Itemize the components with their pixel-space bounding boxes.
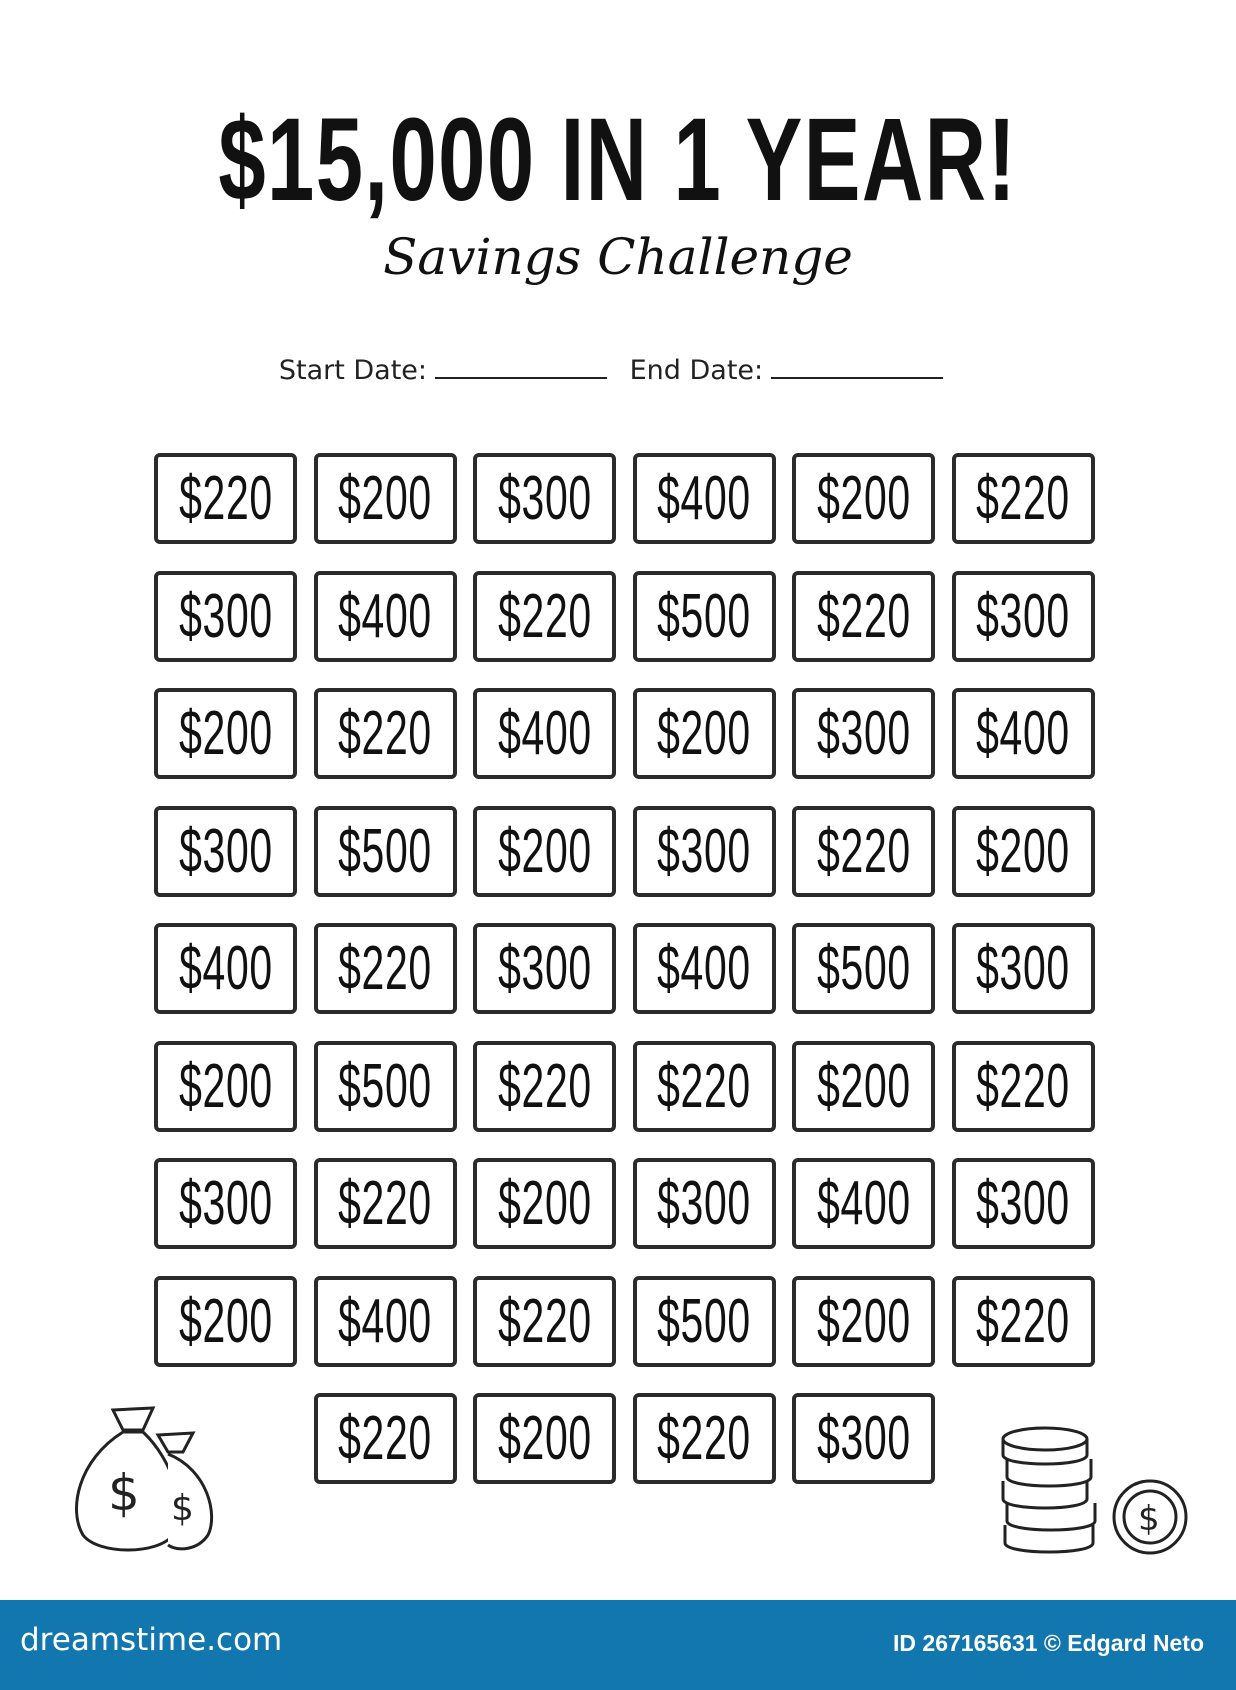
savings-box[interactable] [154, 1276, 297, 1367]
savings-box[interactable] [952, 1041, 1095, 1132]
end-date-label: End Date: [629, 355, 764, 386]
savings-amount: $200 [178, 1286, 273, 1356]
savings-amount: $500 [816, 934, 911, 1003]
svg-text:$: $ [108, 1464, 140, 1522]
savings-box[interactable] [952, 806, 1095, 897]
savings-amount: $400 [657, 934, 751, 1003]
savings-amount: $220 [497, 1051, 592, 1121]
date-fields [0, 355, 1236, 386]
start-date-label: Start Date: [278, 355, 428, 386]
savings-amount: $220 [657, 1404, 751, 1473]
savings-box[interactable] [314, 1158, 457, 1249]
savings-amount: $400 [338, 1286, 432, 1356]
savings-box[interactable] [633, 923, 776, 1014]
savings-amount: $300 [976, 581, 1070, 651]
savings-amount: $220 [178, 464, 273, 533]
savings-box[interactable] [792, 1158, 935, 1249]
savings-box[interactable] [473, 571, 616, 662]
savings-amount: $300 [178, 816, 273, 886]
savings-box[interactable] [154, 1158, 297, 1249]
savings-amount: $220 [976, 1051, 1070, 1121]
savings-amount: $300 [657, 1169, 751, 1238]
savings-box[interactable] [633, 806, 776, 897]
savings-amount: $500 [338, 1051, 432, 1121]
savings-box[interactable] [154, 806, 297, 897]
money-bags-icon [68, 1390, 228, 1560]
footer-logo[interactable]: dreamstime.com [20, 1622, 283, 1658]
savings-box[interactable] [473, 1393, 616, 1484]
savings-box[interactable] [154, 571, 297, 662]
savings-amount: $300 [657, 816, 751, 886]
savings-box[interactable] [633, 571, 776, 662]
savings-box[interactable] [473, 1041, 616, 1132]
savings-box[interactable] [314, 1041, 457, 1132]
savings-amount: $200 [816, 464, 911, 533]
savings-amount: $500 [657, 1286, 751, 1356]
savings-amount: $400 [976, 699, 1070, 768]
savings-amount: $220 [338, 1169, 432, 1238]
savings-box[interactable] [633, 1158, 776, 1249]
start-date-blank[interactable] [435, 355, 607, 379]
savings-box[interactable] [154, 1041, 297, 1132]
savings-box[interactable] [314, 1276, 457, 1367]
savings-amount: $300 [976, 1169, 1070, 1238]
savings-box[interactable] [154, 688, 297, 779]
savings-amount: $220 [338, 699, 432, 768]
end-date-blank[interactable] [771, 355, 943, 379]
savings-amount: $300 [178, 581, 273, 651]
savings-amount: $220 [497, 1286, 592, 1356]
savings-amount: $220 [816, 816, 911, 886]
savings-box[interactable] [314, 806, 457, 897]
savings-amount: $200 [657, 699, 751, 768]
savings-box[interactable] [473, 453, 616, 544]
savings-box[interactable] [473, 1276, 616, 1367]
savings-amount: $400 [178, 934, 273, 1003]
savings-box[interactable] [952, 1276, 1095, 1367]
savings-amount: $200 [178, 1051, 273, 1121]
savings-box[interactable] [314, 923, 457, 1014]
svg-text:$: $ [171, 1488, 194, 1529]
savings-box[interactable] [473, 806, 616, 897]
savings-box[interactable] [473, 923, 616, 1014]
savings-amount: $200 [338, 464, 432, 533]
savings-amount: $220 [338, 1404, 432, 1473]
savings-amount: $200 [497, 816, 592, 886]
page-title: $15,000 IN 1 YEAR! [218, 94, 1018, 226]
savings-amount: $220 [497, 581, 592, 651]
savings-amount: $220 [976, 464, 1070, 533]
savings-box[interactable] [792, 571, 935, 662]
savings-box[interactable] [633, 1393, 776, 1484]
savings-box[interactable] [792, 806, 935, 897]
savings-box[interactable] [473, 1158, 616, 1249]
savings-box[interactable] [952, 923, 1095, 1014]
savings-amount: $220 [816, 581, 911, 651]
savings-amount: $300 [178, 1169, 273, 1238]
coin-stack-icon [995, 1425, 1190, 1560]
savings-box[interactable] [314, 1393, 457, 1484]
savings-box[interactable] [952, 688, 1095, 779]
savings-box[interactable] [314, 688, 457, 779]
savings-box[interactable] [792, 1041, 935, 1132]
savings-box[interactable] [792, 1276, 935, 1367]
subtitle: Savings Challenge [383, 228, 853, 286]
savings-box[interactable] [792, 453, 935, 544]
savings-box[interactable] [792, 923, 935, 1014]
savings-amount: $300 [816, 699, 911, 768]
savings-box[interactable] [473, 688, 616, 779]
savings-amount: $220 [338, 934, 432, 1003]
savings-amount: $300 [976, 934, 1070, 1003]
savings-amount: $500 [338, 816, 432, 886]
savings-box[interactable] [792, 688, 935, 779]
footer-credit: ID 267165631 © Edgard Neto [893, 1630, 1204, 1656]
savings-amount: $300 [816, 1404, 911, 1473]
savings-amount: $500 [657, 581, 751, 651]
savings-amount: $400 [816, 1169, 911, 1238]
savings-amount: $220 [976, 1286, 1070, 1356]
savings-box[interactable] [633, 1041, 776, 1132]
savings-amount: $200 [178, 699, 273, 768]
savings-amount: $300 [497, 934, 592, 1003]
savings-amount: $220 [657, 1051, 751, 1121]
savings-amount: $200 [976, 816, 1070, 886]
savings-box[interactable] [633, 688, 776, 779]
savings-box[interactable] [154, 923, 297, 1014]
savings-box[interactable] [633, 453, 776, 544]
savings-box[interactable] [952, 453, 1095, 544]
savings-box[interactable] [154, 453, 297, 544]
savings-amount: $200 [497, 1169, 592, 1238]
savings-amount: $400 [338, 581, 432, 651]
footer-bar [0, 1600, 1236, 1690]
savings-box[interactable] [792, 1393, 935, 1484]
savings-amount: $200 [497, 1404, 592, 1473]
savings-amount: $200 [816, 1286, 911, 1356]
savings-box[interactable] [314, 453, 457, 544]
savings-amount: $200 [816, 1051, 911, 1121]
savings-amount: $400 [497, 699, 592, 768]
savings-box[interactable] [952, 571, 1095, 662]
savings-box[interactable] [633, 1276, 776, 1367]
savings-amount: $400 [657, 464, 751, 533]
savings-box[interactable] [952, 1158, 1095, 1249]
savings-box[interactable] [314, 571, 457, 662]
svg-text:$: $ [1138, 1499, 1160, 1539]
savings-amount: $300 [497, 464, 592, 533]
